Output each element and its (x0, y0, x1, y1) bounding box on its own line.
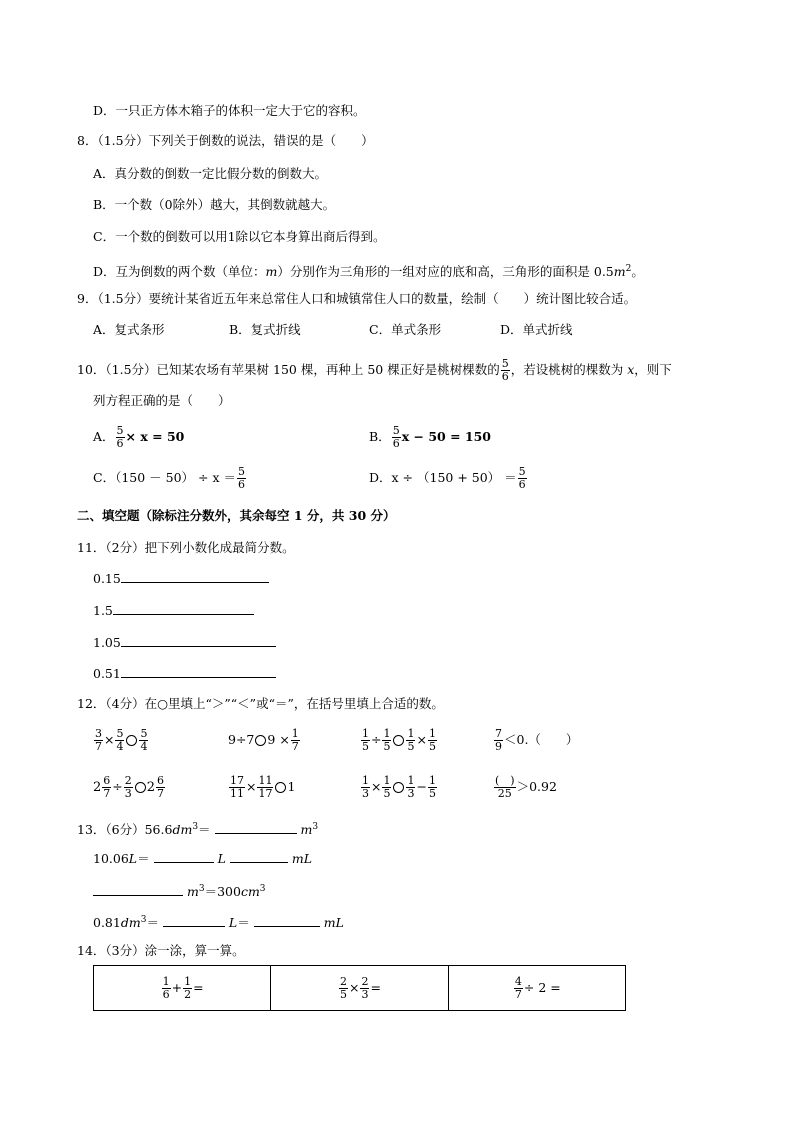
answer-blank[interactable] (121, 634, 276, 647)
compare-circle[interactable] (275, 782, 286, 793)
q10-a-label: A． (93, 429, 115, 444)
q13-text: 0.81 (93, 915, 121, 931)
unit: L (228, 915, 238, 931)
q8-option-a: A．真分数的倒数一定比假分数的倒数大。 (93, 166, 328, 181)
q12-r1c2 (228, 724, 301, 756)
q10-b-frac (392, 425, 401, 450)
frac-num: 5 (518, 465, 526, 478)
q10-fraction (501, 358, 510, 383)
q10-a-expr: × x = 50 (125, 429, 185, 444)
frac: $\frac{4}{7}$ (514, 974, 522, 1001)
q8-sup: 2 (625, 264, 632, 274)
sup: 3 (140, 915, 147, 925)
q13-text: 10.06 (93, 851, 129, 866)
sup: 3 (259, 884, 266, 894)
frac: $\frac{1}{7}$ (291, 727, 299, 753)
q11-item-4 (93, 665, 276, 682)
eq: ＝ (198, 822, 211, 838)
unit: cm (240, 884, 260, 900)
answer-blank[interactable] (93, 883, 183, 896)
q10-option-a (93, 423, 184, 451)
q12-r1c4 (493, 724, 578, 756)
frac: $\frac{17}{11}$ (230, 774, 244, 800)
frac: $\frac{2}{3}$ (124, 774, 132, 800)
q8-option-d-text: D．互为倒数的两个数（单位： (93, 264, 266, 280)
eq: ＝300 (204, 884, 241, 900)
op: ÷ 2 = (523, 979, 561, 995)
sup: 3 (198, 884, 205, 894)
q11-value: 0.51 (93, 666, 121, 681)
q8-stem: 8．（1.5分）下列关于倒数的说法，错误的是（ ） (77, 133, 374, 148)
q11-item-3 (93, 634, 276, 651)
frac: $\frac{1}{5}$ (383, 774, 391, 800)
q11-value: 1.05 (93, 635, 121, 650)
frac-den: 6 (518, 478, 526, 491)
q13-line4 (93, 912, 344, 931)
q13-line3 (93, 881, 266, 900)
unit: L (128, 851, 138, 866)
q8-option-d-text2: ）分别作为三角形的一组对应的底和高，三角形的面积是 0.5 (277, 264, 614, 280)
q10-option-c (93, 464, 247, 492)
frac: $\frac{6}{7}$ (157, 774, 165, 800)
q10-var: x (627, 362, 635, 377)
compare-circle[interactable] (126, 735, 137, 746)
eq: = (193, 979, 204, 995)
frac-den: 25 (497, 787, 512, 800)
frac: $\frac{1}{5}$ (362, 727, 369, 753)
unit: mL (323, 915, 344, 931)
q8-option-b: B．一个数（0除外）越大，其倒数就越大。 (93, 197, 336, 212)
q10-stem-text: 10．（1.5分）已知某农场有苹果树 150 棵，再种上 50 棵正好是桃树棵数的 (77, 362, 500, 377)
unit: mL (291, 851, 313, 866)
eq: ＝ (137, 851, 150, 866)
q8-unit: m (265, 264, 278, 280)
frac: $\frac{3}{7}$ (95, 727, 102, 753)
frac: $\frac{2}{3}$ (361, 974, 369, 1001)
q11-value: 1.5 (93, 603, 113, 618)
q14-cell-1[interactable] (94, 966, 271, 1011)
compare-circle[interactable] (255, 735, 266, 746)
section-title: 二、填空题（除标注分数外，其余每空 1 分，共 30 分） (77, 508, 396, 523)
q10-d-frac (518, 466, 527, 491)
answer-blank[interactable] (113, 602, 254, 615)
unit: dm (120, 915, 141, 931)
answer-blank[interactable] (121, 570, 269, 583)
q10-option-d (369, 464, 528, 492)
q12-r2c2: $\frac{17}{11}$ × $\frac{11}{17}$ 1 (230, 774, 296, 800)
q8-option-c: C．一个数的倒数可以用1除以它本身算出商后得到。 (93, 229, 386, 244)
unit: m (300, 822, 313, 838)
eq: ＝ (146, 915, 159, 931)
q9-option-c: C．单式条形 (369, 322, 442, 337)
q9-stem: 9．（1.5分）要统计某省近五年来总常住人口和城镇常住人口的数量，绘制（ ）统计图比较合适。 (77, 291, 637, 306)
q11-item-1 (93, 570, 269, 587)
eq: ＝ (237, 915, 250, 931)
q10-c-label: C．（150 － 50） ÷ x ＝ (93, 470, 236, 485)
frac-den: 6 (392, 437, 400, 450)
frac-den: 6 (237, 478, 245, 491)
q10-stem-end: ，则下 (634, 362, 672, 377)
q13-line2 (93, 850, 312, 867)
frac: $\frac{11}{17}$ (258, 774, 273, 800)
answer-blank[interactable] (121, 665, 276, 678)
unit: m (186, 884, 199, 900)
answer-blank[interactable] (215, 821, 297, 834)
q10-option-b (369, 423, 491, 451)
frac-num: 5 (237, 465, 245, 478)
frac: $\frac{1}{5}$ (428, 727, 436, 753)
q7-option-d: D．一只正方体木箱子的体积一定大于它的容积。 (93, 103, 366, 118)
q10-d-label: D．x ÷ （150 + 50） ＝ (369, 470, 517, 485)
frac: $\frac{1}{5}$ (428, 774, 436, 800)
q8-option-d (93, 261, 644, 280)
frac: $\frac{1}{5}$ (407, 727, 415, 753)
q13-text: 13．（6分）56.6 (77, 822, 173, 838)
eq: = (370, 979, 381, 995)
q10-stem-text2: ，若设桃树的棵数为 (510, 362, 624, 377)
q12-r1c3: $\frac{1}{5}$ ÷ $\frac{1}{5}$ $\frac{1}{5}$ × $\frac{1}{5}$ (362, 727, 436, 753)
frac-num: 5 (116, 424, 124, 437)
frac: $\frac{1}{5}$ (383, 727, 391, 753)
frac: $\frac{6}{7}$ (103, 774, 111, 800)
compare-circle[interactable] (135, 782, 146, 793)
frac: $\frac{2}{5}$ (340, 974, 347, 1001)
expr: 9 × (267, 732, 290, 747)
frac: $\frac{5}{4}$ (116, 727, 124, 753)
frac-num-blank[interactable]: ( ) (495, 774, 515, 787)
op: × (349, 979, 360, 995)
unit: dm (172, 822, 193, 838)
q8-end: 。 (631, 264, 644, 280)
frac-num: 5 (392, 424, 400, 437)
frac: $\frac{5}{4}$ (140, 727, 148, 753)
answer-blank[interactable] (230, 850, 288, 863)
op: + (171, 979, 183, 995)
answer-blank[interactable] (163, 914, 225, 927)
q14-stem: 14．（3分）涂一涂，算一算。 (77, 943, 245, 958)
compare-circle[interactable] (393, 782, 404, 793)
frac-den: 6 (116, 437, 124, 450)
int: 2 (146, 780, 156, 795)
answer-blank[interactable] (254, 914, 320, 927)
q10-a-frac (116, 425, 125, 450)
q10-stem-line2: 列方程正确的是（ ） (93, 393, 231, 408)
q14-cell-2[interactable] (271, 966, 448, 1011)
q9-option-a: A．复式条形 (93, 322, 165, 337)
frac-den: 6 (501, 370, 509, 383)
q14-table (93, 965, 626, 1011)
q12-stem: 12．（4分）在○里填上“＞”“＜”或“＝”，在括号里填上合适的数。 (77, 696, 444, 711)
frac-num: 5 (501, 357, 509, 370)
frac (494, 775, 516, 800)
q12-r2c1: 2 $\frac{6}{7}$ ÷ $\frac{2}{3}$ 2 $\frac{6}{7}$ (93, 774, 165, 800)
q14-cell-3[interactable] (448, 966, 625, 1011)
q8-area-unit: m (613, 264, 626, 280)
q10-c-frac (237, 466, 246, 491)
int: 2 (93, 780, 102, 795)
sup: 3 (192, 822, 199, 832)
expr: 9÷7 (228, 732, 255, 747)
q12-r2c4 (493, 771, 557, 803)
q11-value: 0.15 (93, 571, 121, 586)
q10-b-expr: x − 50 = 150 (401, 429, 491, 444)
frac: $\frac{7}{9}$ (495, 727, 502, 753)
q12-r2c3: $\frac{1}{3}$ × $\frac{1}{5}$ $\frac{1}{3}$ − $\frac{1}{5}$ (362, 774, 436, 800)
q11-item-2 (93, 602, 254, 619)
q12-r1c1: $\frac{3}{7}$ × $\frac{5}{4}$ $\frac{5}{4}$ (95, 727, 148, 753)
answer-blank[interactable] (154, 850, 214, 863)
compare-circle[interactable] (393, 735, 404, 746)
expr: ＞0.92 (516, 779, 557, 794)
q9-option-d: D．单式折线 (500, 322, 573, 337)
unit: L (217, 851, 226, 866)
q9-option-b: B．复式折线 (229, 322, 301, 337)
expr: ＜0.（ ） (504, 732, 579, 747)
expr: 1 (287, 779, 296, 794)
q13-line1 (77, 819, 318, 838)
q10-stem (77, 358, 672, 383)
frac: $\frac{1}{6}$ (162, 974, 170, 1001)
frac: $\frac{1}{3}$ (362, 774, 369, 800)
sup: 3 (312, 822, 319, 832)
q11-stem: 11．（2分）把下列小数化成最简分数。 (77, 540, 295, 555)
q10-b-label: B． (369, 429, 391, 444)
frac: $\frac{1}{3}$ (407, 774, 415, 800)
frac: $\frac{1}{2}$ (184, 974, 192, 1001)
